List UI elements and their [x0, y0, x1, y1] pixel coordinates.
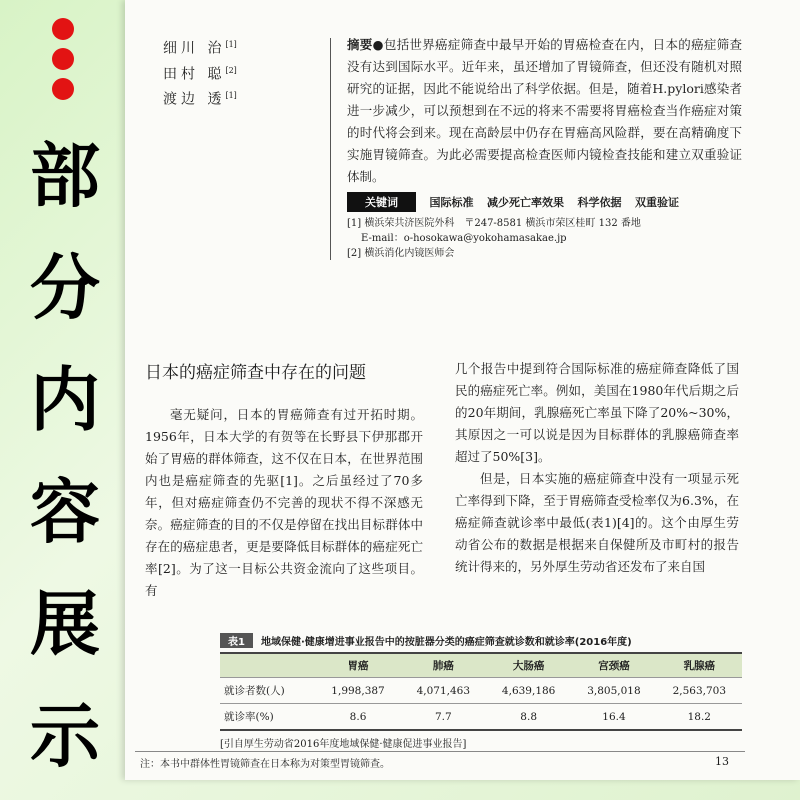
- table-cell: 就诊者数(人): [220, 678, 315, 704]
- author-name: 渡边 透: [163, 91, 226, 108]
- section-title: 日本的癌症筛查中存在的问题: [145, 363, 366, 383]
- paragraph: 几个报告中提到符合国际标准的癌症筛查降低了国民的癌症死亡率。例如，美国在1980年代后期之后的20年期间，乳腺癌死亡率虽下降了20%~30%，其原因之一可以说是因为目标群体的乳腺癌筛查率超过了50%[3]。: [455, 361, 739, 464]
- table-header-cell: 乳腺癌: [657, 653, 742, 678]
- table-row: [220, 678, 742, 704]
- author-ref: [1]: [225, 91, 237, 101]
- affiliation-email: E-mail：o-hosokawa@yokohamasakae.jp: [361, 233, 567, 244]
- table-cell: 2,563,703: [657, 678, 742, 704]
- keywords: [347, 192, 689, 212]
- abstract: [347, 34, 742, 188]
- table-tag: 表1: [220, 633, 253, 648]
- divider: [330, 38, 331, 260]
- side-title-char: 示: [30, 695, 100, 777]
- side-title-char: 部: [30, 135, 100, 217]
- author: [163, 60, 237, 86]
- side-title-char: 分: [30, 247, 100, 329]
- affiliation-line: [2] 横浜消化内镜医师会: [347, 248, 455, 259]
- data-table: [220, 652, 742, 731]
- table-header-cell: 胃癌: [315, 653, 400, 678]
- body-column-right: [455, 358, 739, 578]
- author-name: 田村 聪: [163, 66, 226, 83]
- decorative-dots: [48, 18, 78, 108]
- keyword: 减少死亡率效果: [487, 196, 564, 209]
- table-header-row: [220, 653, 742, 678]
- table-row: [220, 704, 742, 731]
- table-cell: 8.6: [315, 704, 400, 731]
- table-source: [引自厚生劳动省2016年度地域保健·健康促进事业报告]: [220, 739, 467, 750]
- table-cell: 18.2: [657, 704, 742, 731]
- red-dot-icon: [52, 18, 74, 40]
- table-caption-text: 地域保健·健康增进事业报告中的按脏器分类的癌症筛查就诊数和就诊率(2016年度): [260, 637, 632, 648]
- side-title-char: 容: [30, 471, 100, 553]
- affiliation-line: [1] 横浜荣共济医院外科 〒247-8581 横浜市荣区桂町 132 番地: [347, 218, 641, 229]
- author-ref: [1]: [225, 40, 237, 49]
- table-cell: 16.4: [571, 704, 656, 731]
- author: [163, 34, 237, 60]
- red-dot-icon: [52, 48, 74, 70]
- table-caption: [220, 633, 742, 648]
- keyword: 国际标准: [429, 196, 474, 209]
- keyword: 双重验证: [635, 196, 679, 209]
- paragraph: 但是，日本实施的癌症筛查中没有一项显示死亡率得到下降，至于胃癌筛查受检率仅为6.3%，在癌症筛查就诊率中最低(表1)[4]的。这个由厚生劳动省公布的数据是根据来自保健所及市町村的报告统计得来的，另外厚生劳动省还发布了来自国: [455, 471, 739, 574]
- table-cell: 3,805,018: [571, 678, 656, 704]
- table-cell: 8.8: [486, 704, 571, 731]
- table-cell: 1,998,387: [315, 678, 400, 704]
- keyword: 科学依据: [577, 196, 622, 209]
- abstract-text: 包括世界癌症筛查中最早开始的胃癌检查在内，日本的癌症筛查没有达到国际水平。近年来，虽还增加了胃镜筛查，但还没有随机对照研究的证据，因此不能说给出了科学依据。但是，随着H.pylori感染者进一步减少，可以预想到在不远的将来不需要将胃癌检查当作癌症对策的时代将会到来。现在高龄层中仍存在胃癌高风险群，要在高精确度下实施胃镜筛查。为此必需要提高检查医师内镜检查技能和建立双重验证体制。: [347, 37, 742, 184]
- body-column-left: [145, 404, 423, 602]
- table-cell: 就诊率(%): [220, 704, 315, 731]
- side-title-char: 展: [30, 583, 100, 665]
- table-cell: 4,071,463: [401, 678, 486, 704]
- paragraph: 毫无疑问，日本的胃癌筛查有过开拓时期。1956年，日本大学的有贺等在长野县下伊那郡开始了胃癌的群体筛查，这不仅在日本，在世界范围内也是癌症筛查的先驱[1]。之后虽经过了70多年，但对癌症筛查仍不完善的现状不得不深感无奈。癌症筛查的目的不仅是停留在找出目标群体中存在的癌症患者，更是要降低目标群体的癌症死亡率[2]。为了这一目标公共资金流向了这些项目。有: [145, 407, 423, 598]
- table-1: [220, 633, 742, 750]
- side-title-char: 内: [30, 359, 100, 441]
- author-list: [163, 34, 237, 111]
- table-header-cell: [220, 653, 315, 678]
- footer-divider: [135, 751, 745, 752]
- book-page: [125, 0, 800, 780]
- page-number: 13: [715, 755, 729, 768]
- side-title: [20, 120, 110, 792]
- author: [163, 85, 237, 111]
- red-dot-icon: [52, 78, 74, 100]
- keywords-label: 关键词: [347, 192, 416, 212]
- author-ref: [2]: [225, 65, 237, 75]
- table-header-cell: 宫颈癌: [571, 653, 656, 678]
- affiliations: [347, 216, 747, 261]
- table-header-cell: 大肠癌: [486, 653, 571, 678]
- table-cell: 7.7: [401, 704, 486, 731]
- author-name: 细川 治: [163, 40, 226, 57]
- footnote: 注：本书中群体性胃镜筛查在日本称为对策型胃镜筛查。: [140, 759, 390, 770]
- abstract-label: 摘要●: [347, 37, 384, 52]
- table-header-cell: 肺癌: [401, 653, 486, 678]
- table-cell: 4,639,186: [486, 678, 571, 704]
